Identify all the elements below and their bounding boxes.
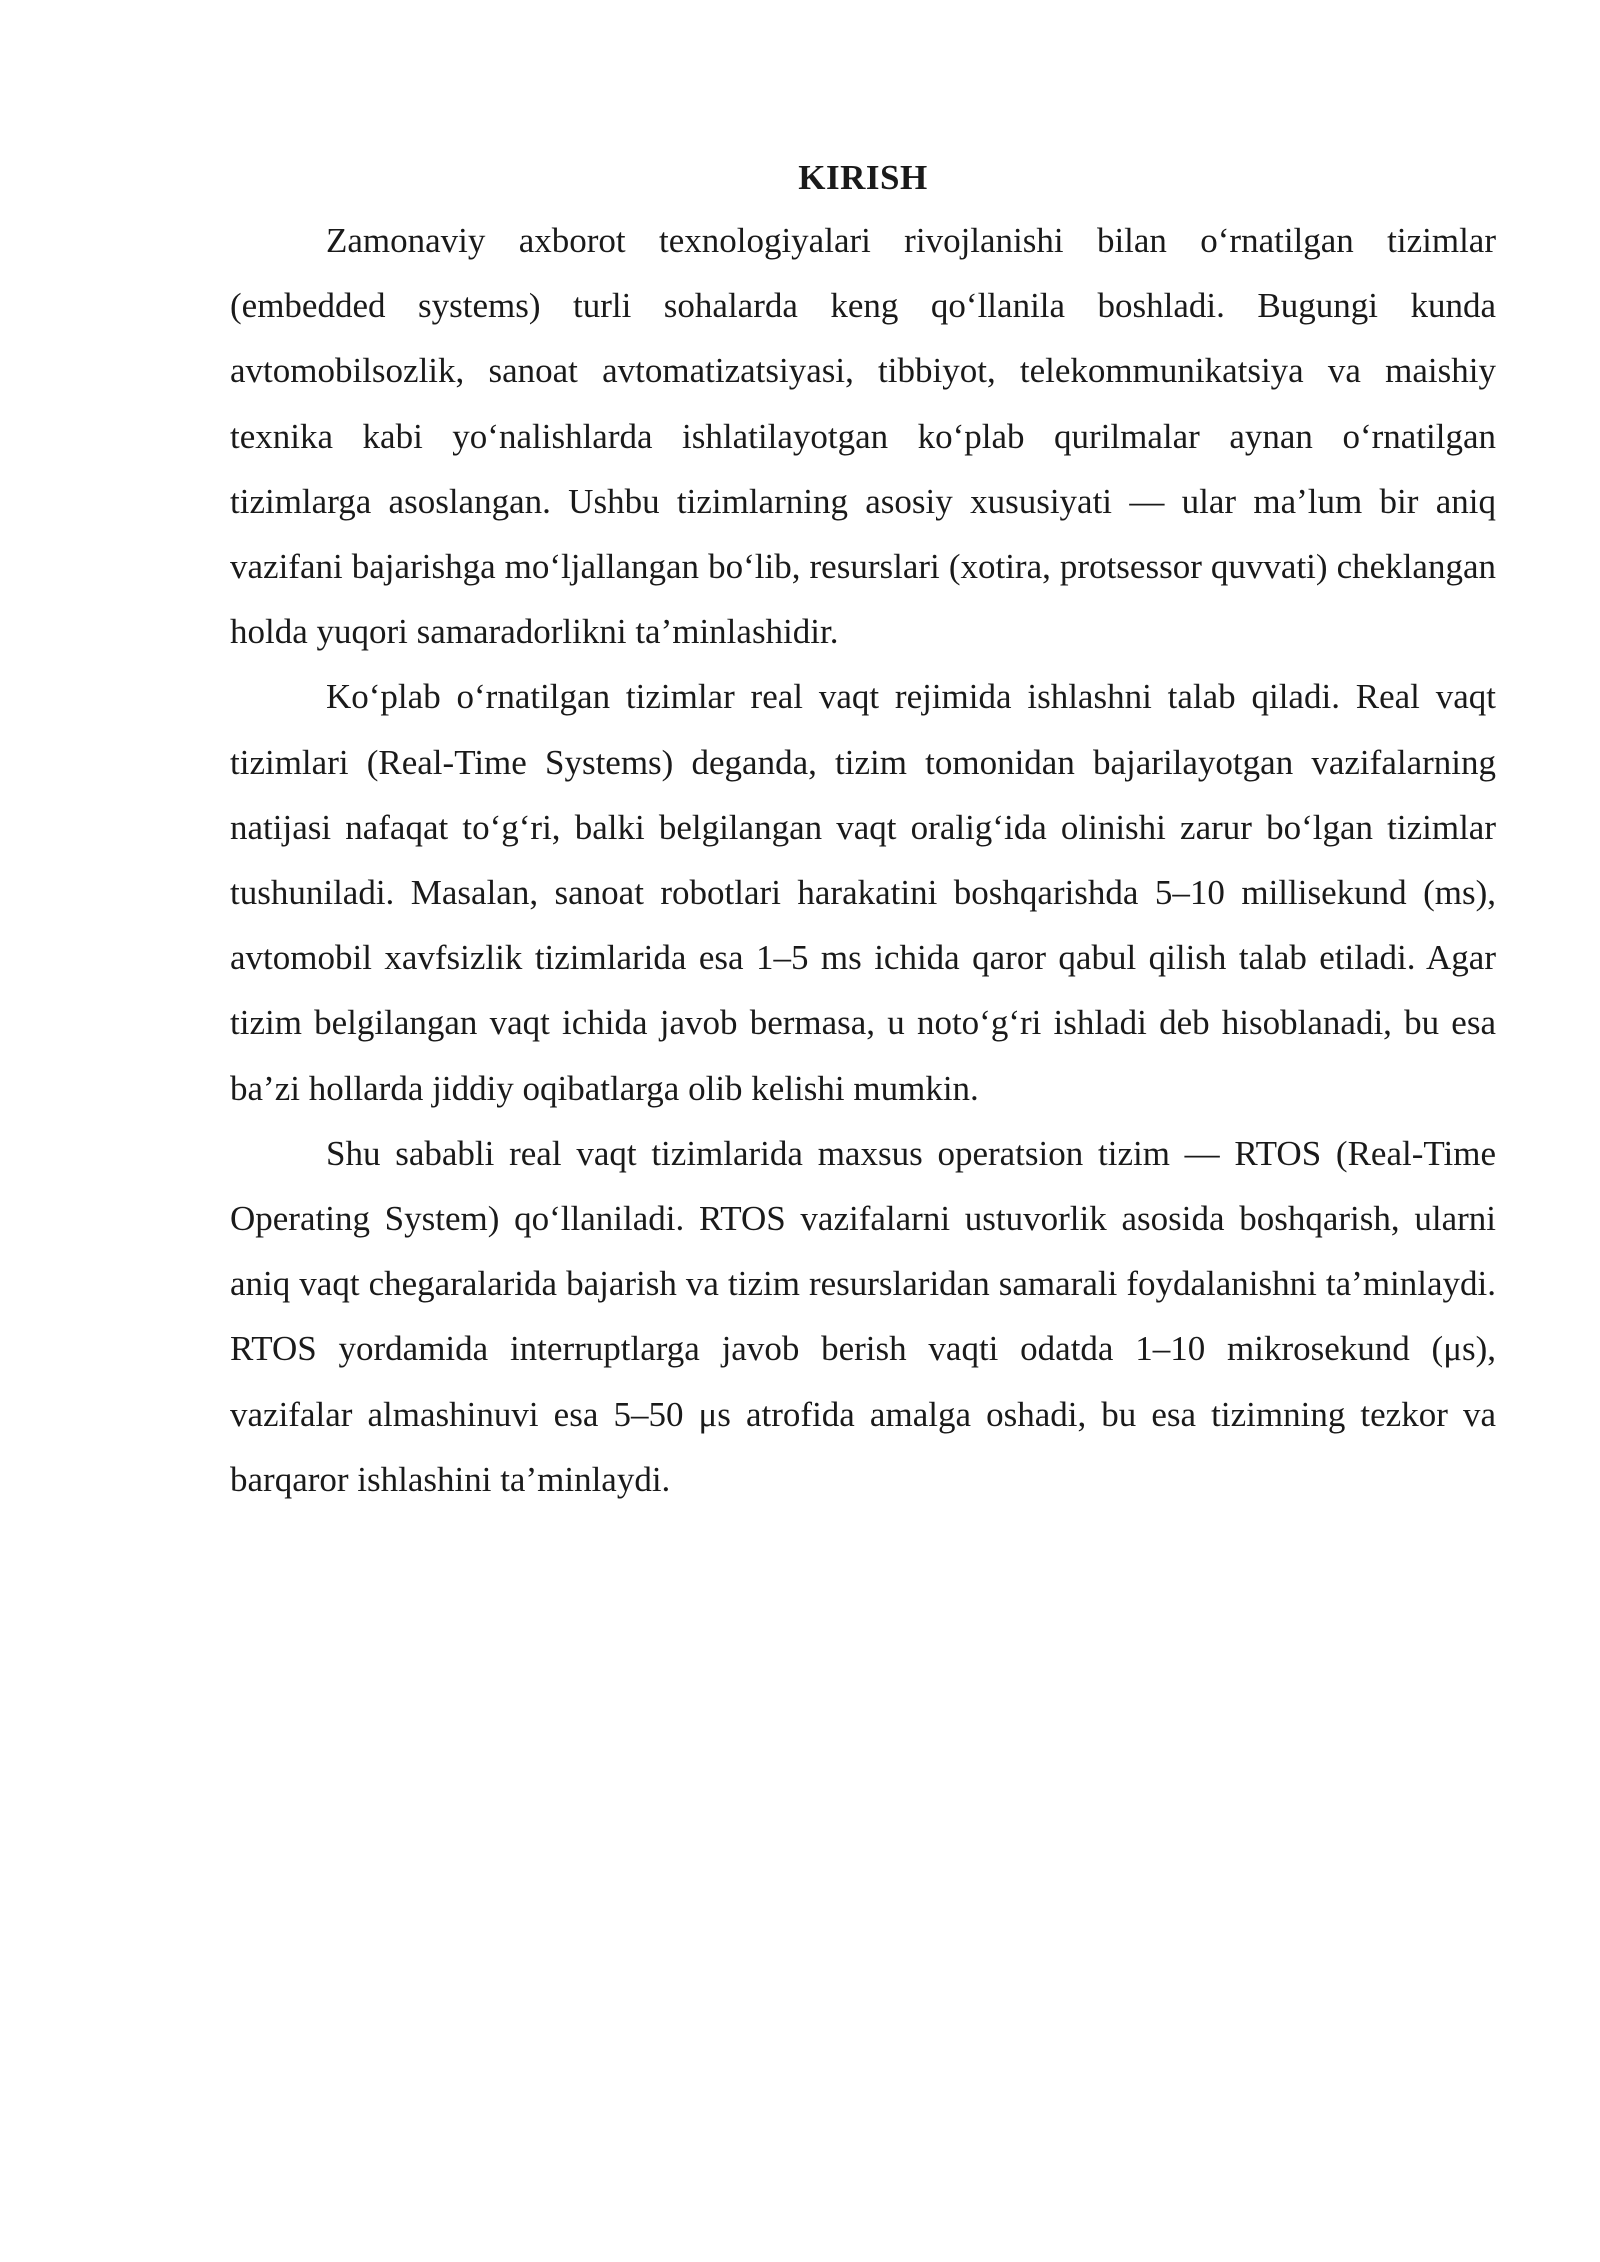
- paragraph-2: Ko‘plab o‘rnatilgan tizimlar real vaqt rejimida ishlashni talab qiladi. Real vaqt tizimlari (Real-Time Systems) deganda, tizim tomonidan bajarilayotgan vazifalarning natijasi nafaqat to‘g‘ri, balki belgilangan vaqt oralig‘ida olinishi zarur bo‘lgan tizimlar tushuniladi. Masalan, sanoat robotlari harakatini boshqarishda 5–10 millisekund (ms), avtomobil xavfsizlik tizimlarida esa 1–5 ms ichida qaror qabul qilish talab etiladi. Agar tizim belgilangan vaqt ichida javob bermasa, u noto‘g‘ri ishladi deb hisoblanadi, bu esa ba’zi hollarda jiddiy oqibatlarga olib kelishi mumkin.: [230, 677, 1496, 1108]
- document-body: [230, 148, 1496, 1512]
- paragraph-1: Zamonaviy axborot texnologiyalari rivojlanishi bilan o‘rnatilgan tizimlar (embedded systems) turli sohalarda keng qo‘llanila boshladi. Bugungi kunda avtomobilsozlik, sanoat avtomatizatsiyasi, tibbiyot, telekommunikatsiya va maishiy texnika kabi yo‘nalishlarda ishlatilayotgan ko‘plab qurilmalar aynan o‘rnatilgan tizimlarga asoslangan. Ushbu tizimlarning asosiy xususiyati — ular ma’lum bir aniq vazifani bajarishga mo‘ljallangan bo‘lib, resurslari (xotira, protsessor quvvati) cheklangan holda yuqori samaradorlikni ta’minlashidir.: [230, 221, 1496, 652]
- paragraph-3: Shu sababli real vaqt tizimlarida maxsus operatsion tizim — RTOS (Real-Time Operating System) qo‘llaniladi. RTOS vazifalarni ustuvorlik asosida boshqarish, ularni aniq vaqt chegaralarida bajarish va tizim resurslaridan samarali foydalanishni ta’minlaydi. RTOS yordamida interruptlarga javob berish vaqti odatda 1–10 mikrosekund (μs), vazifalar almashinuvi esa 5–50 μs atrofida amalga oshadi, bu esa tizimning tezkor va barqaror ishlashini ta’minlaydi.: [230, 1133, 1496, 1499]
- page-title: KIRISH: [798, 158, 928, 197]
